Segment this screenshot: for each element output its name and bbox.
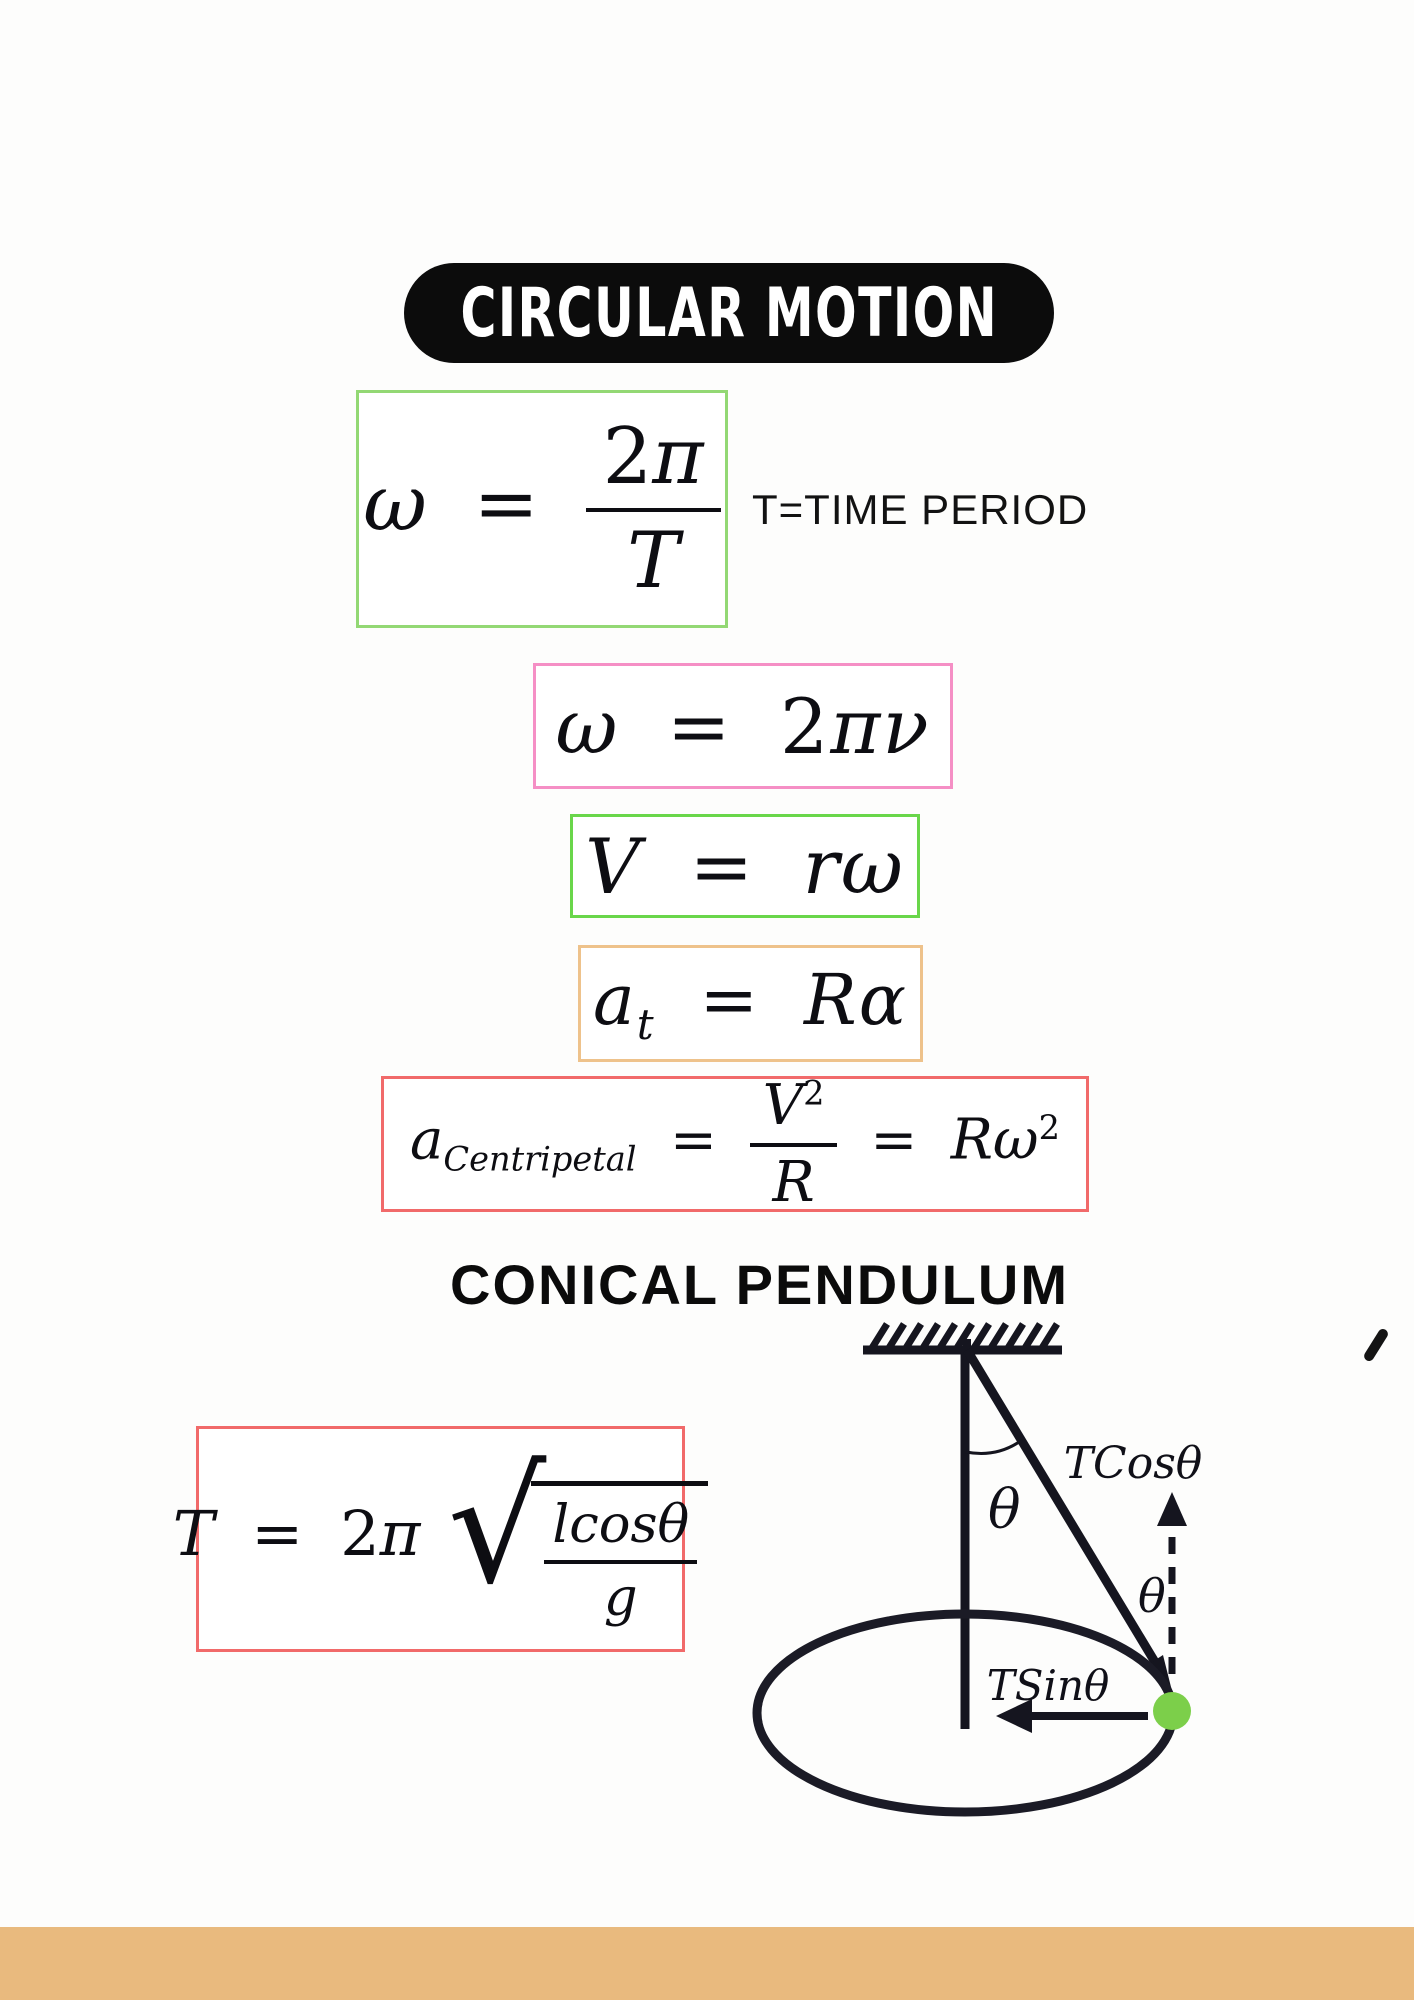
tsin-label: TSinθ [986, 1661, 1110, 1710]
a-symbol: a [410, 1107, 444, 1173]
numerator: 2π [586, 412, 721, 512]
radical [447, 1437, 709, 1628]
equals-sign: = [689, 821, 756, 911]
radical-sign: √ [447, 1437, 547, 1619]
formula-box-v-r-omega [570, 814, 920, 918]
conical-pendulum-diagram [740, 1280, 1240, 1840]
omega-symbol: ω [555, 681, 620, 771]
denominator: g [603, 1566, 638, 1628]
equals-sign: = [699, 958, 761, 1041]
formula-v-r-omega [585, 822, 905, 911]
footer-bar [0, 1927, 1414, 2000]
numerator: $V^2$ [750, 1073, 836, 1146]
a-symbol: a [593, 958, 637, 1041]
page-title: CIRCULAR MOTION [460, 273, 998, 353]
nu-symbol: ν [882, 681, 931, 771]
fraction [750, 1073, 836, 1215]
angle-arc [966, 1440, 1022, 1454]
formula-box-omega-period [356, 390, 728, 628]
equals-sign: = [251, 1497, 304, 1571]
t-symbol: T [172, 1497, 215, 1571]
equals-sign: = [666, 681, 733, 771]
subscript-t: t [636, 999, 656, 1049]
v-symbol: V [585, 821, 642, 911]
time-period-label: T=TIME PERIOD [752, 486, 1089, 533]
subscript-centripetal: Centripetal [443, 1139, 637, 1179]
formula-conical-period [172, 1437, 709, 1628]
title-pill [404, 263, 1054, 363]
formula-omega-nu [555, 682, 930, 771]
formula-omega-period [363, 412, 720, 607]
fraction [586, 412, 721, 607]
r-omega: Rω [950, 1107, 1039, 1173]
coefficient: 2 [340, 1497, 380, 1571]
formula-centripetal [410, 1073, 1060, 1215]
r-omega: rω [802, 821, 905, 911]
equals-sign: = [670, 1107, 717, 1173]
pendulum-bob [1153, 1692, 1191, 1730]
denominator: R [772, 1149, 815, 1215]
formula-box-conical-period [172, 1426, 690, 1652]
pi-symbol: π [379, 1497, 421, 1571]
equals-sign: = [870, 1107, 918, 1173]
coefficient: 2 [780, 681, 831, 771]
tcos-label: TCosθ [1063, 1438, 1203, 1489]
numerator: lcosθ [544, 1494, 697, 1564]
angle-top-label: θ [988, 1478, 1021, 1541]
formula-box-centripetal [381, 1073, 1089, 1215]
denominator: T [627, 516, 680, 607]
r-alpha: Rα [804, 958, 908, 1041]
conical-pendulum-heading: CONICAL PENDULUM [450, 1253, 1069, 1316]
slash-mark-icon [1362, 1327, 1390, 1363]
formula-box-omega-nu [533, 663, 953, 789]
formula-tangential [593, 959, 908, 1049]
formula-box-tangential [578, 945, 923, 1062]
radical-body [531, 1481, 708, 1628]
superscript-2: 2 [1038, 1107, 1060, 1147]
pi-symbol: π [830, 681, 883, 771]
angle-side-label: θ [1138, 1569, 1166, 1623]
equals-sign: = [473, 458, 539, 549]
omega-symbol: ω [363, 458, 427, 549]
up-arrowhead [1157, 1492, 1187, 1526]
